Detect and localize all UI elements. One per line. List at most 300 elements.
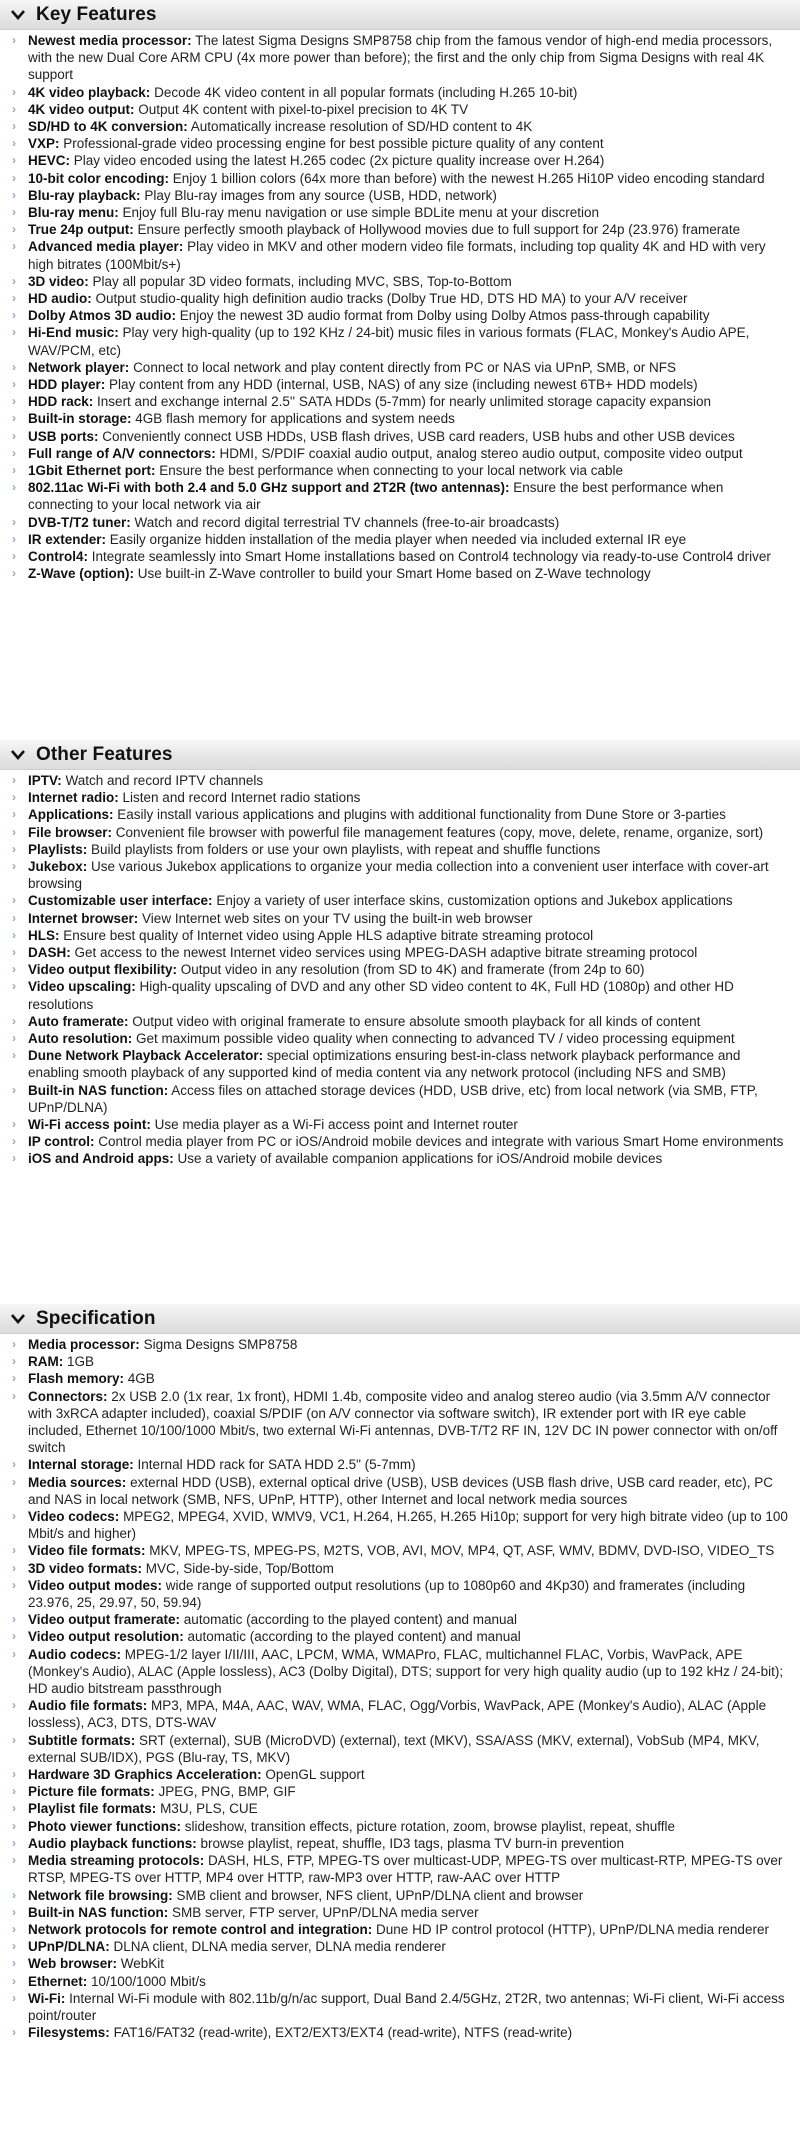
chevron-right-icon: ›: [12, 325, 16, 340]
item-label: File browser:: [28, 824, 113, 840]
item-label: DASH:: [28, 945, 71, 961]
item-text: Get access to the newest Internet video services using MPEG-DASH adaptive bitrate streaming protocol: [74, 945, 698, 961]
item-label: Internal storage:: [28, 1457, 134, 1473]
item-text: SMB server, FTP server, UPnP/DLNA media server: [172, 1904, 479, 1920]
chevron-right-icon: ›: [12, 841, 16, 856]
item-text: MKV, MPEG-TS, MPEG-PS, M2TS, VOB, AVI, MOV, MP4, QT, ASF, WMV, BDMV, DVD-ISO, VIDEO_TS: [149, 1543, 775, 1559]
section-header-specification[interactable]: [0, 1304, 800, 1334]
item-text: Play all popular 3D video formats, including MVC, SBS, Top-to-Bottom: [92, 273, 512, 289]
item-text: OpenGL support: [265, 1767, 365, 1783]
item-text: 4GB: [127, 1371, 155, 1387]
chevron-right-icon: ›: [12, 33, 16, 47]
item-label: Control4:: [28, 549, 88, 565]
item-text: Ensure the best performance when connecting to your local network via cable: [159, 463, 624, 479]
item-text: automatic (according to the played content) and manual: [187, 1629, 521, 1645]
item-label: UPnP/DLNA:: [28, 1939, 110, 1955]
list-item: [10, 1732, 792, 1766]
list-item: [10, 462, 792, 479]
item-label: HD audio:: [28, 291, 92, 307]
list-item: [10, 84, 792, 101]
item-text: Ensure perfectly smooth playback of Hollywood movies due to full support for 24p (23.976) framerate: [137, 222, 741, 238]
chevron-right-icon: ›: [12, 273, 16, 288]
chevron-right-icon: ›: [12, 773, 16, 787]
list-item: [10, 1818, 792, 1835]
list-item: [10, 1133, 792, 1150]
chevron-right-icon: ›: [12, 119, 16, 134]
chevron-right-icon: ›: [12, 1509, 16, 1524]
item-text: Output studio-quality high definition audio tracks (Dolby True HD, DTS HD MA) to your A/V receiver: [95, 291, 688, 307]
list-item: [10, 359, 792, 376]
item-label: IR extender:: [28, 531, 107, 547]
list-item: [10, 376, 792, 393]
list-item: [10, 1336, 792, 1353]
item-text: DASH, HLS, FTP, MPEG-TS over multicast-UDP, MPEG-TS over multicast-RTP, MPEG-TS over RTSP, MPEG-TS over HTTP, MP4 over HTTP, raw-MP3 over HTTP, raw-AAC over HTTP: [28, 1853, 783, 1886]
item-text: MP3, MPA, M4A, AAC, WAV, WMA, FLAC, Ogg/Vorbis, WavPack, APE (Monkey's Audio), ALAC (Apple lossless), AC3, DTS, DTS-WAV: [28, 1698, 767, 1731]
item-text: Decode 4K video content in all popular formats (including H.265 10-bit): [154, 84, 578, 100]
chevron-right-icon: ›: [12, 1543, 16, 1558]
list-item: [10, 772, 792, 789]
chevron-right-icon: ›: [12, 1560, 16, 1575]
list-item: [10, 1456, 792, 1473]
item-label: Media sources:: [28, 1474, 127, 1490]
chevron-right-icon: ›: [12, 1151, 16, 1166]
list-item: [10, 2024, 792, 2041]
list-item: [10, 858, 792, 892]
chevron-right-icon: ›: [12, 910, 16, 925]
item-text: Dune HD IP control protocol (HTTP), UPnP/DLNA media renderer: [376, 1921, 769, 1937]
item-label: True 24p output:: [28, 222, 134, 238]
list-item: [10, 152, 792, 169]
item-label: iOS and Android apps:: [28, 1151, 174, 1167]
item-text: slideshow, transition effects, picture rotation, zoom, browse playlist, repeat, shuffle: [184, 1818, 676, 1834]
list-item: [10, 789, 792, 806]
chevron-right-icon: ›: [12, 1013, 16, 1028]
item-text: High-quality upscaling of DVD and any other SD video content to 4K, Full HD (1080p) and other HD resolutions: [28, 979, 734, 1012]
item-label: Full range of A/V connectors:: [28, 445, 216, 461]
item-text: 1GB: [67, 1354, 95, 1370]
chevron-right-icon: ›: [12, 463, 16, 478]
chevron-right-icon: ›: [12, 1904, 16, 1919]
item-label: 4K video playback:: [28, 84, 151, 100]
list-item: [10, 187, 792, 204]
feature-list: [0, 770, 800, 1174]
list-item: [10, 1611, 792, 1628]
item-text: MPEG2, MPEG4, XVID, WMV9, VC1, H.264, H.265, H.265 Hi10p; support for very high bitrate video (up to 100 Mbit/s and higher): [28, 1509, 788, 1542]
item-text: Play very high-quality (up to 192 KHz / 24-bit) music files in various formats (FLAC, Monkey's Audio APE, WAV/PCM, etc): [28, 325, 750, 358]
item-label: HDD player:: [28, 377, 106, 393]
item-text: Output video with original framerate to ensure absolute smooth playback for all kinds of content: [132, 1013, 701, 1029]
item-label: Auto framerate:: [28, 1013, 129, 1029]
list-item: [10, 961, 792, 978]
chevron-right-icon: ›: [12, 1388, 16, 1403]
chevron-right-icon: ›: [12, 1134, 16, 1149]
item-label: Playlist file formats:: [28, 1801, 157, 1817]
chevron-right-icon: ›: [12, 1371, 16, 1386]
list-item: [10, 1116, 792, 1133]
item-label: Web browser:: [28, 1956, 118, 1972]
item-text: SMB client and browser, NFS client, UPnP/DLNA client and browser: [176, 1887, 584, 1903]
item-label: 802.11ac Wi-Fi with both 2.4 and 5.0 GHz support and 2T2R (two antennas):: [28, 480, 510, 496]
item-label: Media streaming protocols:: [28, 1853, 205, 1869]
item-label: Audio file formats:: [28, 1698, 148, 1714]
item-text: WebKit: [120, 1956, 165, 1972]
chevron-right-icon: ›: [12, 1048, 16, 1063]
list-item: [10, 324, 792, 358]
chevron-right-icon: ›: [12, 859, 16, 874]
chevron-right-icon: ›: [12, 222, 16, 237]
item-label: Playlists:: [28, 841, 88, 857]
list-item: [10, 1542, 792, 1559]
item-label: Jukebox:: [28, 859, 88, 875]
item-label: Built-in NAS function:: [28, 1082, 169, 1098]
list-item: [10, 32, 792, 84]
item-label: RAM:: [28, 1354, 64, 1370]
item-text: Enjoy 1 billion colors (64x more than before) with the newest H.265 Hi10P video encoding standard: [172, 170, 765, 186]
item-text: Use media player as a Wi-Fi access point and Internet router: [154, 1117, 518, 1133]
chevron-right-icon: ›: [12, 824, 16, 839]
list-item: [10, 1783, 792, 1800]
item-label: Video upscaling:: [28, 979, 136, 995]
list-item: [10, 1852, 792, 1886]
spec-list: [0, 1334, 800, 2047]
chevron-right-icon: ›: [12, 153, 16, 168]
item-text: Easily install various applications and plugins with additional functionality from Dune Store or 3-parties: [117, 807, 726, 823]
item-label: Video codecs:: [28, 1509, 120, 1525]
list-item: [10, 1973, 792, 1990]
item-label: 4K video output:: [28, 101, 135, 117]
item-label: Ethernet:: [28, 1973, 88, 1989]
item-label: Internet browser:: [28, 910, 139, 926]
item-text: Use various Jukebox applications to organize your media collection into a convenient user interface with cover-art browsing: [28, 859, 769, 892]
chevron-right-icon: ›: [12, 1698, 16, 1713]
chevron-right-icon: ›: [12, 101, 16, 116]
item-text: Ensure best quality of Internet video using Apple HLS adaptive bitrate streaming protocol: [63, 927, 594, 943]
section-header-other-features[interactable]: [0, 740, 800, 770]
item-text: 2x USB 2.0 (1x rear, 1x front), HDMI 1.4b, composite video and analog stereo audio (via 3.5mm A/V connector with 3xRCA adapter included), coaxial S/PDIF (on A/V connector via software switch), IR extender port with IR eye cable included, Ethernet 10/100/1000 Mbit/s, two external Wi-Fi antennas, DVB-T/T2 RF IN, 12V DC IN power connector with on/off switch: [28, 1388, 778, 1456]
chevron-right-icon: ›: [12, 1939, 16, 1954]
chevron-down-icon: [6, 3, 30, 27]
list-item: [10, 221, 792, 238]
item-label: IPTV:: [28, 773, 62, 788]
list-item: [10, 1646, 792, 1698]
list-item: [10, 410, 792, 427]
list-item: [10, 1800, 792, 1817]
chevron-right-icon: ›: [12, 566, 16, 581]
chevron-right-icon: ›: [12, 308, 16, 323]
list-item: [10, 944, 792, 961]
list-item: [10, 1887, 792, 1904]
list-item: [10, 118, 792, 135]
item-text: Enjoy full Blu-ray menu navigation or use simple BDLite menu at your discretion: [122, 205, 600, 221]
item-text: Play content from any HDD (internal, USB, NAS) of any size (including newest 6TB+ HDD models): [109, 377, 698, 393]
chevron-right-icon: ›: [12, 136, 16, 151]
item-text: Internal HDD rack for SATA HDD 2.5" (5-7mm): [137, 1457, 416, 1473]
list-item: [10, 1835, 792, 1852]
chevron-right-icon: ›: [12, 1082, 16, 1097]
chevron-right-icon: ›: [12, 979, 16, 994]
item-text: browse playlist, repeat, shuffle, ID3 tags, plasma TV burn-in prevention: [200, 1835, 625, 1851]
list-item: [10, 479, 792, 513]
chevron-right-icon: ›: [12, 187, 16, 202]
chevron-right-icon: ›: [12, 1818, 16, 1833]
list-item: [10, 1474, 792, 1508]
item-text: JPEG, PNG, BMP, GIF: [158, 1784, 296, 1800]
item-text: Control media player from PC or iOS/Android mobile devices and integrate with various Smart Home environments: [98, 1134, 784, 1150]
list-item: [10, 1955, 792, 1972]
section-title: Key Features: [36, 3, 157, 25]
chevron-right-icon: ›: [12, 1784, 16, 1799]
list-item: [10, 824, 792, 841]
chevron-right-icon: ›: [12, 1853, 16, 1868]
item-label: Built-in storage:: [28, 411, 132, 427]
chevron-right-icon: ›: [12, 1990, 16, 2005]
chevron-right-icon: ›: [12, 1577, 16, 1592]
list-item: [10, 548, 792, 565]
chevron-right-icon: ›: [12, 1474, 16, 1489]
list-item: [10, 204, 792, 221]
item-text: Professional-grade video processing engine for best possible picture quality of any content: [63, 136, 604, 152]
item-label: HLS:: [28, 927, 60, 943]
item-text: Access files on attached storage devices (HDD, USB drive, etc) from local network (via SMB, FTP, UPnP/DLNA): [28, 1082, 758, 1115]
chevron-right-icon: ›: [12, 790, 16, 805]
item-label: 10-bit color encoding:: [28, 170, 170, 186]
chevron-down-icon: [6, 1307, 30, 1331]
item-label: Audio playback functions:: [28, 1835, 197, 1851]
chevron-right-icon: ›: [12, 1801, 16, 1816]
feature-list: [0, 30, 800, 589]
chevron-right-icon: ›: [12, 1973, 16, 1988]
item-text: Conveniently connect USB HDDs, USB flash drives, USB card readers, USB hubs and other USB devices: [102, 428, 735, 444]
item-label: Video output framerate:: [28, 1612, 181, 1628]
list-item: [10, 1577, 792, 1611]
chevron-right-icon: ›: [12, 1887, 16, 1902]
chevron-right-icon: ›: [12, 531, 16, 546]
list-item: [10, 978, 792, 1012]
chevron-right-icon: ›: [12, 1117, 16, 1132]
item-text: Output 4K content with pixel-to-pixel precision to 4K TV: [138, 101, 469, 117]
list-item: [10, 1388, 792, 1457]
item-text: Watch and record digital terrestrial TV channels (free-to-air broadcasts): [134, 514, 560, 530]
chevron-right-icon: ›: [12, 1835, 16, 1850]
item-text: Sigma Designs SMP8758: [143, 1337, 298, 1352]
item-text: Integrate seamlessly into Smart Home installations based on Control4 technology via ready-to-use Control4 driver: [91, 549, 771, 565]
item-label: Flash memory:: [28, 1371, 125, 1387]
list-item: [10, 428, 792, 445]
list-item: [10, 273, 792, 290]
item-label: Media processor:: [28, 1337, 140, 1352]
section-title: Other Features: [36, 743, 173, 765]
item-label: USB ports:: [28, 428, 99, 444]
item-label: Network file browsing:: [28, 1887, 173, 1903]
item-label: VXP:: [28, 136, 60, 152]
item-label: IP control:: [28, 1134, 95, 1150]
item-text: Easily organize hidden installation of the media player when needed via included external IR eye: [109, 531, 687, 547]
item-label: Network player:: [28, 359, 130, 375]
item-label: Built-in NAS function:: [28, 1904, 169, 1920]
list-item: [10, 910, 792, 927]
list-item: [10, 1628, 792, 1645]
list-item: [10, 1560, 792, 1577]
item-text: View Internet web sites on your TV using the built-in web browser: [142, 910, 533, 926]
item-label: Blu-ray menu:: [28, 205, 119, 221]
list-item: [10, 290, 792, 307]
list-item: [10, 927, 792, 944]
chevron-right-icon: ›: [12, 1612, 16, 1627]
item-text: Insert and exchange internal 2.5'' SATA HDDs (5-7mm) for nearly unlimited storage capacity expansion: [97, 394, 711, 410]
list-item: [10, 531, 792, 548]
item-label: Video output modes:: [28, 1577, 162, 1593]
list-item: [10, 1082, 792, 1116]
list-item: [10, 806, 792, 823]
chevron-right-icon: ›: [12, 170, 16, 185]
item-text: Enjoy the newest 3D audio format from Dolby using Dolby Atmos pass-through capability: [179, 308, 710, 324]
chevron-right-icon: ›: [12, 945, 16, 960]
item-label: Filesystems:: [28, 2025, 110, 2041]
chevron-right-icon: ›: [12, 549, 16, 564]
list-item: [10, 1904, 792, 1921]
item-label: Subtitle formats:: [28, 1732, 136, 1748]
chevron-right-icon: ›: [12, 1031, 16, 1046]
item-text: DLNA client, DLNA media server, DLNA media renderer: [113, 1939, 446, 1955]
item-text: Use a variety of available companion applications for iOS/Android mobile devices: [177, 1151, 663, 1167]
item-label: DVB-T/T2 tuner:: [28, 514, 131, 530]
list-item: [10, 238, 792, 272]
list-item: [10, 514, 792, 531]
chevron-right-icon: ›: [12, 411, 16, 426]
item-text: MPEG-1/2 layer I/II/III, AAC, LPCM, WMA, WMAPro, FLAC, multichannel FLAC, Vorbis, WavPack, APE (Monkey's Audio), ALAC (Apple lossless), AC3 (Dolby Digital), DTS; support for very high quality audio (up to 192 kHz / 24-bit); HD audio bitstream passthrough: [28, 1646, 784, 1697]
chevron-right-icon: ›: [12, 480, 16, 495]
chevron-right-icon: ›: [12, 205, 16, 220]
chevron-right-icon: ›: [12, 428, 16, 443]
chevron-right-icon: ›: [12, 2025, 16, 2040]
item-text: MVC, Side-by-side, Top/Bottom: [145, 1560, 334, 1576]
item-text: 10/100/1000 Mbit/s: [91, 1973, 206, 1989]
list-item: [10, 1370, 792, 1387]
item-text: external HDD (USB), external optical drive (USB), USB devices (USB flash drive, USB card reader, etc), PC and NAS in local network (SMB, NFS, UPnP, HTTP), other Internet and local network media sources: [28, 1474, 774, 1507]
chevron-right-icon: ›: [12, 1732, 16, 1747]
item-label: Z-Wave (option):: [28, 566, 134, 582]
chevron-right-icon: ›: [12, 1337, 16, 1351]
item-label: Picture file formats:: [28, 1784, 155, 1800]
item-label: Dolby Atmos 3D audio:: [28, 308, 177, 324]
list-item: [10, 1938, 792, 1955]
item-label: HEVC:: [28, 153, 71, 169]
item-label: Hi-End music:: [28, 325, 119, 341]
item-text: Play video in MKV and other modern video file formats, including top quality 4K and HD with very high bitrates (100Mbit/s+): [28, 239, 766, 272]
item-label: 3D video formats:: [28, 1560, 143, 1576]
chevron-right-icon: ›: [12, 927, 16, 942]
item-text: Internal Wi-Fi module with 802.11b/g/n/ac support, Dual Band 2.4/5GHz, 2T2R, two antennas; Wi-Fi client, Wi-Fi access point/router: [28, 1990, 785, 2023]
list-item: [10, 1150, 792, 1167]
chevron-right-icon: ›: [12, 359, 16, 374]
item-label: Internet radio:: [28, 790, 119, 806]
item-text: Watch and record IPTV channels: [65, 773, 264, 788]
item-label: Advanced media player:: [28, 239, 184, 255]
chevron-right-icon: ›: [12, 1956, 16, 1971]
list-item: [10, 1013, 792, 1030]
section-header-key-features[interactable]: [0, 0, 800, 30]
chevron-right-icon: ›: [12, 962, 16, 977]
chevron-right-icon: ›: [12, 893, 16, 908]
item-text: M3U, PLS, CUE: [160, 1801, 258, 1817]
list-item: [10, 1766, 792, 1783]
chevron-right-icon: ›: [12, 377, 16, 392]
item-text: Automatically increase resolution of SD/HD content to 4K: [190, 119, 533, 135]
item-text: Play Blu-ray images from any source (USB, HDD, network): [144, 187, 497, 203]
item-label: 1Gbit Ethernet port:: [28, 463, 156, 479]
list-item: [10, 1697, 792, 1731]
item-label: Wi-Fi access point:: [28, 1117, 151, 1133]
item-text: Output video in any resolution (from SD to 4K) and framerate (from 24p to 60): [180, 962, 645, 978]
chevron-right-icon: ›: [12, 1921, 16, 1936]
chevron-right-icon: ›: [12, 1767, 16, 1782]
chevron-right-icon: ›: [12, 1354, 16, 1369]
item-label: Blu-ray playback:: [28, 187, 141, 203]
item-text: special optimizations ensuring best-in-class network playback performance and enabling smooth playback of any supported kind of media content via any network protocol (including NFS and SMB): [28, 1048, 741, 1081]
list-item: [10, 1353, 792, 1370]
item-text: Ensure the best performance when connecting to your local network via air: [28, 480, 724, 513]
item-text: The latest Sigma Designs SMP8758 chip from the famous vendor of high-end media processors, with the new Dual Core ARM CPU (4x more power than before); the first and the only chip from Sigma Designs with real 4K support: [28, 33, 773, 83]
list-item: [10, 841, 792, 858]
list-item: [10, 307, 792, 324]
item-label: SD/HD to 4K conversion:: [28, 119, 188, 135]
chevron-right-icon: ›: [12, 1457, 16, 1472]
list-item: [10, 1047, 792, 1081]
item-text: automatic (according to the played content) and manual: [183, 1612, 517, 1628]
list-item: [10, 445, 792, 462]
item-text: Build playlists from folders or use your own playlists, with repeat and shuffle functions: [91, 841, 601, 857]
section-key-features: [0, 0, 800, 740]
item-label: Dune Network Playback Accelerator:: [28, 1048, 264, 1064]
list-item: [10, 170, 792, 187]
item-label: Applications:: [28, 807, 114, 823]
item-label: Video output resolution:: [28, 1629, 184, 1645]
chevron-right-icon: ›: [12, 291, 16, 306]
section-specification: [0, 1304, 800, 2148]
item-text: Get maximum possible video quality when connecting to advanced TV / video processing equipment: [136, 1031, 735, 1047]
chevron-right-icon: ›: [12, 1629, 16, 1644]
section-other-features: [0, 740, 800, 1304]
chevron-right-icon: ›: [12, 84, 16, 99]
list-item: [10, 1030, 792, 1047]
item-text: Listen and record Internet radio stations: [122, 790, 361, 806]
section-title: Specification: [36, 1307, 156, 1329]
item-label: Audio codecs:: [28, 1646, 122, 1662]
list-item: [10, 565, 792, 582]
list-item: [10, 892, 792, 909]
item-label: Wi-Fi:: [28, 1990, 66, 2006]
item-text: 4GB flash memory for applications and system needs: [135, 411, 455, 427]
item-label: Newest media processor:: [28, 33, 192, 48]
chevron-down-icon: [6, 743, 30, 767]
item-text: SRT (external), SUB (MicroDVD) (external), text (MKV), SSA/ASS (MKV, external), VobSub (MP4, MKV, external SUB/IDX), PGS (Blu-ray, TS, MKV): [28, 1732, 760, 1765]
chevron-right-icon: ›: [12, 394, 16, 409]
item-text: HDMI, S/PDIF coaxial audio output, analog stereo audio output, composite video output: [219, 445, 743, 461]
chevron-right-icon: ›: [12, 1646, 16, 1661]
item-label: Customizable user interface:: [28, 893, 213, 909]
item-text: Play video encoded using the latest H.265 codec (2x picture quality increase over H.264): [73, 153, 605, 169]
item-text: Use built-in Z-Wave controller to build your Smart Home based on Z-Wave technology: [137, 566, 651, 582]
item-text: wide range of supported output resolutions (up to 1080p60 and 4Kp30) and framerates (including 23.976, 25, 29.97, 50, 59.94): [28, 1577, 746, 1611]
item-text: Connect to local network and play content directly from PC or NAS via UPnP, SMB, or NFS: [133, 359, 677, 375]
list-item: [10, 1508, 792, 1542]
list-item: [10, 1990, 792, 2024]
item-label: Hardware 3D Graphics Acceleration:: [28, 1767, 262, 1783]
chevron-right-icon: ›: [12, 807, 16, 822]
item-label: Video output flexibility:: [28, 962, 178, 978]
item-text: Convenient file browser with powerful file management features (copy, move, delete, rename, organize, sort): [115, 824, 764, 840]
list-item: [10, 1921, 792, 1938]
